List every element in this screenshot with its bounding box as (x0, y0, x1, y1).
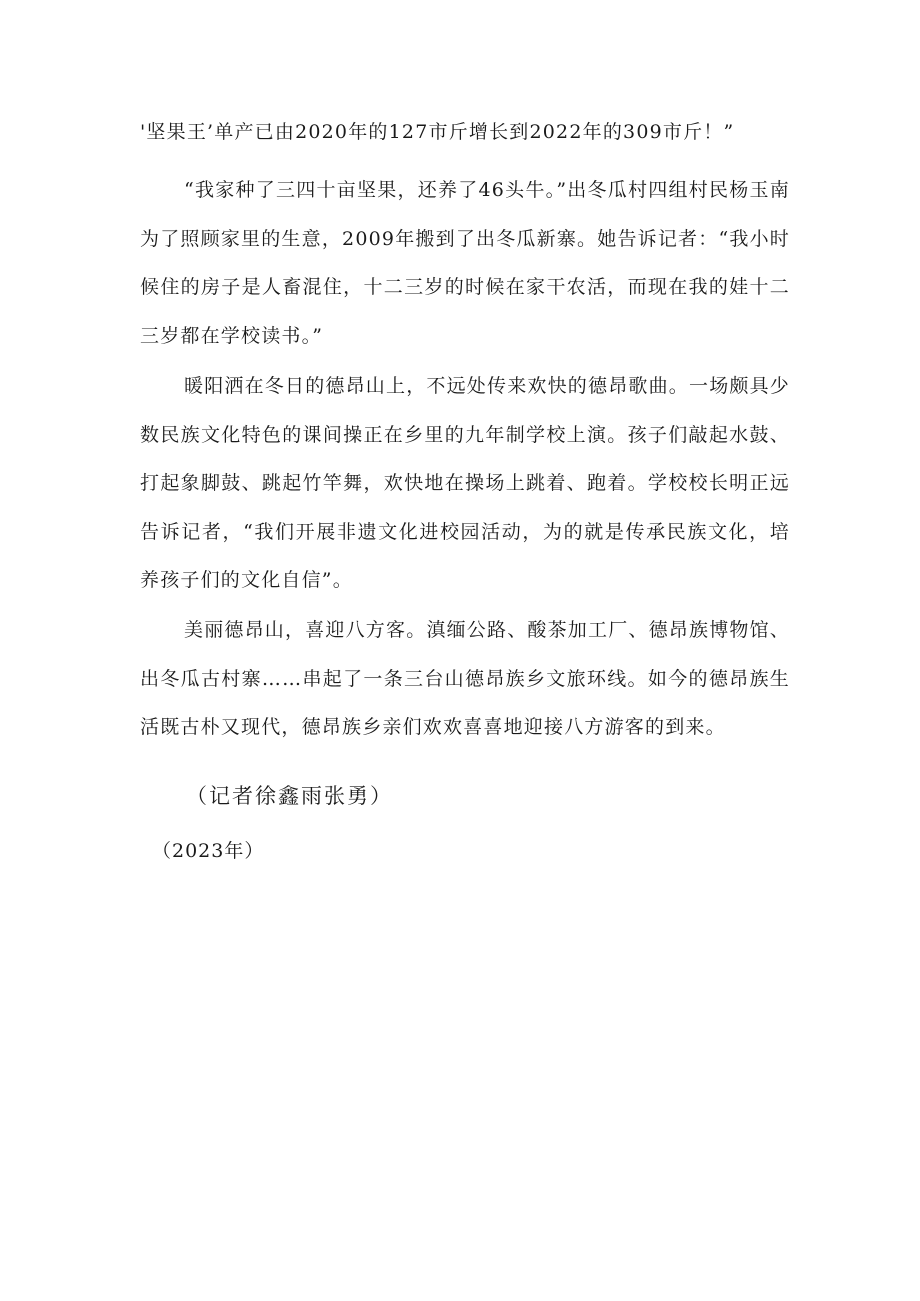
paragraph-continuation: '坚果王’单产已由2020年的127市斤增长到2022年的309市斤！” (140, 121, 735, 143)
reporter-byline: （记者徐鑫雨张勇） (186, 784, 393, 808)
publication-year: （2023年） (152, 840, 265, 862)
paragraph-farmer-quote: “我家种了三四十亩坚果，还养了46头牛。”出冬瓜村四组村民杨玉南为了照顾家里的生意，2009年搬到了出冬瓜新寨。她告诉记者：“我小时候住的房子是人畜混住，十二三岁的时候在家干农活，而现在我的娃十二三岁都在学校读书。” (140, 179, 790, 347)
paragraph-school-culture: 暖阳洒在冬日的德昂山上，不远处传来欢快的德昂歌曲。一场颇具少数民族文化特色的课间操正在乡里的九年制学校上演。孩子们敲起水鼓、打起象脚鼓、跳起竹竿舞，欢快地在操场上跳着、跑着。学校校长明正远告诉记者，“我们开展非遗文化进校园活动，为的就是传承民族文化，培养孩子们的文化自信”。 (140, 375, 791, 591)
paragraph-tourism: 美丽德昂山，喜迎八方客。滇缅公路、酸茶加工厂、德昂族博物馆、出冬瓜古村寨……串起了一条三台山德昂族乡文旅环线。如今的德昂族生活既古朴又现代，德昂族乡亲们欢欢喜喜地迎接八方游客的到来。 (140, 619, 791, 738)
